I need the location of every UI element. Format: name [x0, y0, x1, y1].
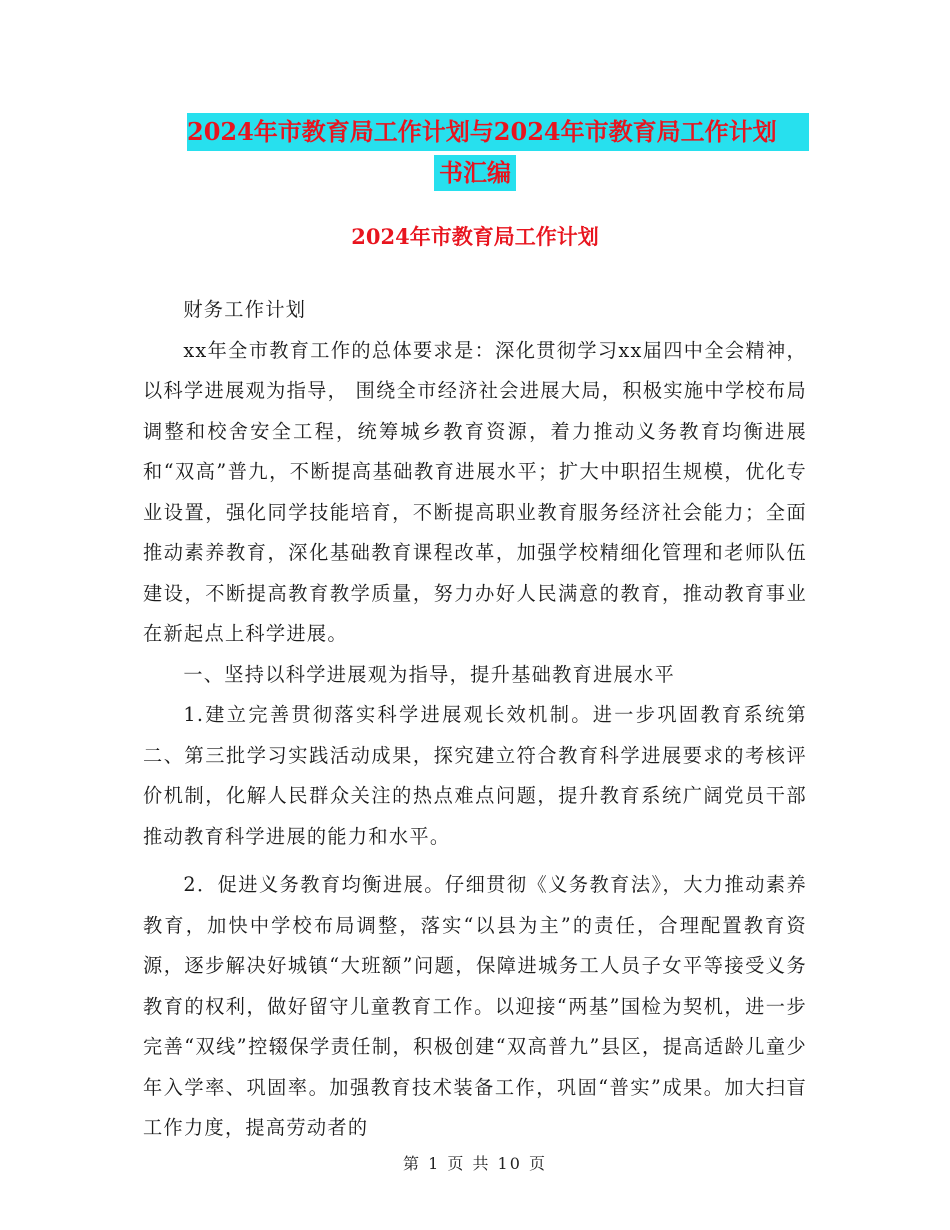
paragraph-item-1: 1.建立完善贯彻落实科学进展观长效机制。进一步巩固教育系统第二、第三批学习实践活动成果，探究建立符合教育科学进展要求的考核评价机制，化解人民群众关注的热点难点问题，提升教育系统广阔党员干部推动教育科学进展的能力和水平。 — [143, 703, 807, 848]
document-title-line1: 2024年市教育局工作计划与2024年市教育局工作计划 — [187, 113, 809, 151]
document-body — [143, 290, 807, 1149]
document-title-line2: 书汇编 — [434, 155, 516, 191]
section-title: 2024年市教育局工作计划 — [351, 224, 599, 249]
page-footer: 第 1 页 共 10 页 — [403, 1154, 547, 1173]
paragraph-subtitle: 财务工作计划 — [183, 298, 307, 321]
paragraph-item-2: 2．促进义务教育均衡进展。仔细贯彻《义务教育法》，大力推动素养教育，加快中学校布局调整，落实“以县为主”的责任，合理配置教育资源，逐步解决好城镇“大班额”问题，保障进城务工人员子女平等接受义务教育的权利，做好留守儿童教育工作。以迎接“两基”国检为契机，进一步完善“双线”控辍保学责任制，积极创建“双高普九”县区，提高适龄儿童少年入学率、巩固率。加强教育技术装备工作，巩固“普实”成果。加大扫盲工作力度，提高劳动者的 — [143, 873, 807, 1139]
paragraph-heading-one: 一、坚持以科学进展观为指导，提升基础教育进展水平 — [183, 662, 676, 686]
paragraph-overview: xx年全市教育工作的总体要求是：深化贯彻学习xx届四中全会精神，以科学进展观为指导， 围绕全市经济社会进展大局，积极实施中学校布局调整和校舍安全工程，统筹城乡教育资源，着力推动义务教育均衡进展和“双高”普九，不断提高基础教育进展水平；扩大中职招生规模，优化专业设置，强化同学技能培育，不断提高职业教育服务经济社会能力；全面推动素养教育，深化基础教育课程改革，加强学校精细化管理和老师队伍建设，不断提高教育教学质量，努力办好人民满意的教育，推动教育事业在新起点上科学进展。 — [143, 338, 807, 645]
